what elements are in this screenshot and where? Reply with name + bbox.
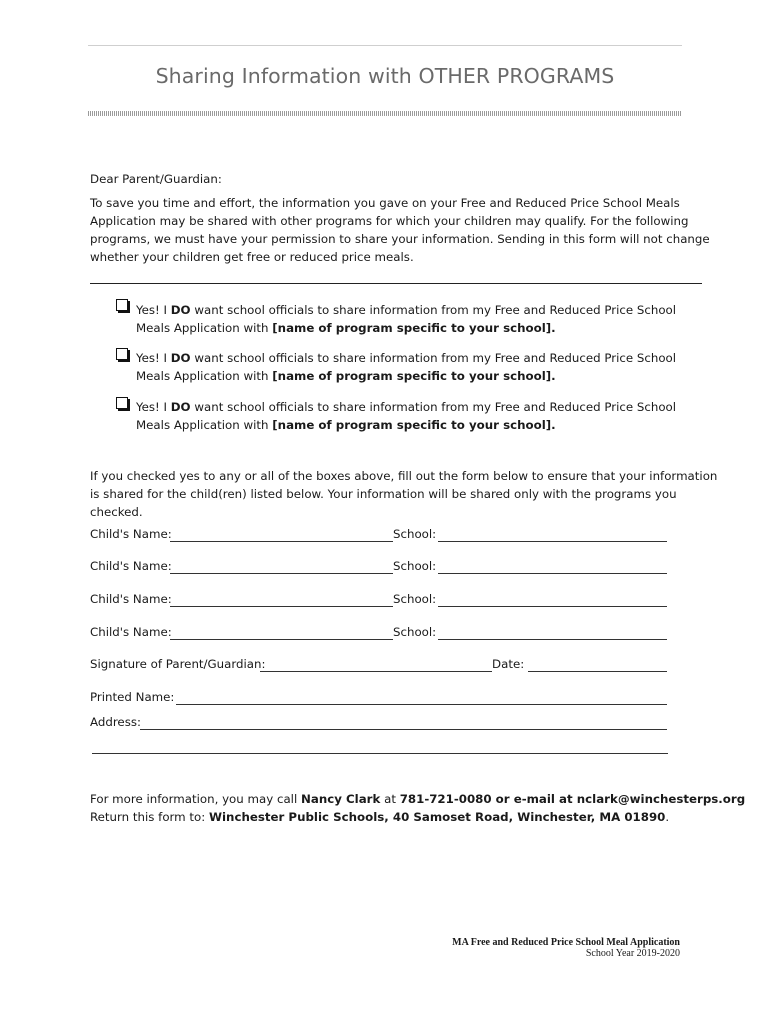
title-divider bbox=[88, 111, 682, 116]
school-label: School: bbox=[393, 625, 437, 639]
footer-title: MA Free and Reduced Price School Meal Application bbox=[452, 937, 680, 948]
child-name-label: Child's Name: bbox=[90, 559, 172, 573]
footer-school-year: School Year 2019-2020 bbox=[585, 948, 680, 959]
intro-line: To save you time and effort, the information you gave on your Free and Reduced Price School Meals bbox=[90, 196, 680, 210]
signature-row bbox=[90, 657, 670, 675]
instructions-line: is shared for the child(ren) listed below. Your information will be shared only with the programs you bbox=[90, 487, 677, 501]
return-text: . bbox=[665, 810, 670, 824]
school-field[interactable] bbox=[438, 639, 667, 640]
page-title: Sharing Information with OTHER PROGRAMS bbox=[155, 64, 615, 88]
child-name-field[interactable] bbox=[170, 639, 393, 640]
consent-option-3: Yes! I DO want school officials to share information from my Free and Reduced Price School Meals Application with [name of program specific to your school]. bbox=[136, 400, 677, 432]
intro-line: programs, we must have your permission to share your information. Sending in this form will not change bbox=[90, 232, 710, 246]
date-label: Date: bbox=[492, 657, 525, 671]
address-label: Address: bbox=[90, 715, 141, 729]
section-divider bbox=[90, 283, 702, 284]
return-address: Winchester Public Schools, 40 Samoset Road, Winchester, MA 01890 bbox=[209, 810, 666, 824]
contact-name: Nancy Clark bbox=[300, 792, 381, 806]
printed-name-label: Printed Name: bbox=[90, 690, 175, 704]
school-field[interactable] bbox=[438, 541, 667, 542]
greeting: Dear Parent/Guardian: bbox=[90, 172, 222, 186]
signature-field[interactable] bbox=[260, 671, 492, 672]
address-field-line-2[interactable] bbox=[92, 753, 668, 754]
child-name-label: Child's Name: bbox=[90, 592, 172, 606]
consent-option-1: Yes! I DO want school officials to share information from my Free and Reduced Price School Meals Application with [name of program specific to your school]. bbox=[136, 303, 677, 335]
date-field[interactable] bbox=[528, 671, 667, 672]
footer bbox=[452, 937, 680, 959]
child-name-label: Child's Name: bbox=[90, 527, 172, 541]
contact-phone-email: 781-721-0080 or e-mail at nclark@winchesterps.org bbox=[399, 792, 746, 806]
top-divider bbox=[88, 45, 682, 46]
contact-text: at bbox=[380, 792, 400, 806]
intro-line: whether your children get free or reduced price meals. bbox=[90, 250, 414, 264]
school-label: School: bbox=[393, 592, 437, 606]
child-name-field[interactable] bbox=[170, 606, 393, 607]
child-name-label: Child's Name: bbox=[90, 625, 172, 639]
child-name-field[interactable] bbox=[170, 573, 393, 574]
school-label: School: bbox=[393, 559, 437, 573]
consent-checkbox-2[interactable] bbox=[116, 348, 128, 360]
intro-line: Application may be shared with other programs for which your children may qualify. For the following bbox=[90, 214, 689, 228]
instructions-paragraph bbox=[90, 467, 717, 521]
consent-checkbox-1[interactable] bbox=[116, 299, 128, 311]
contact-info bbox=[90, 790, 745, 826]
printed-name-field[interactable] bbox=[176, 704, 667, 705]
school-field[interactable] bbox=[438, 606, 667, 607]
child-row-2 bbox=[90, 559, 670, 577]
consent-option-2: Yes! I DO want school officials to share information from my Free and Reduced Price School Meals Application with [name of program specific to your school]. bbox=[136, 351, 677, 383]
address-field[interactable] bbox=[140, 729, 667, 730]
return-text: Return this form to: bbox=[90, 810, 209, 824]
consent-checkbox-3[interactable] bbox=[116, 397, 128, 409]
child-row-4 bbox=[90, 625, 670, 643]
child-name-field[interactable] bbox=[170, 541, 393, 542]
address-row bbox=[90, 715, 670, 733]
child-row-1 bbox=[90, 527, 670, 545]
school-field[interactable] bbox=[438, 573, 667, 574]
printed-name-row bbox=[90, 690, 670, 708]
intro-paragraph bbox=[90, 194, 710, 266]
school-label: School: bbox=[393, 527, 437, 541]
signature-label: Signature of Parent/Guardian: bbox=[90, 657, 266, 671]
instructions-line: If you checked yes to any or all of the boxes above, fill out the form below to ensure that your information bbox=[90, 469, 718, 483]
contact-text: For more information, you may call bbox=[90, 792, 301, 806]
instructions-line: checked. bbox=[90, 505, 143, 519]
child-row-3 bbox=[90, 592, 670, 610]
